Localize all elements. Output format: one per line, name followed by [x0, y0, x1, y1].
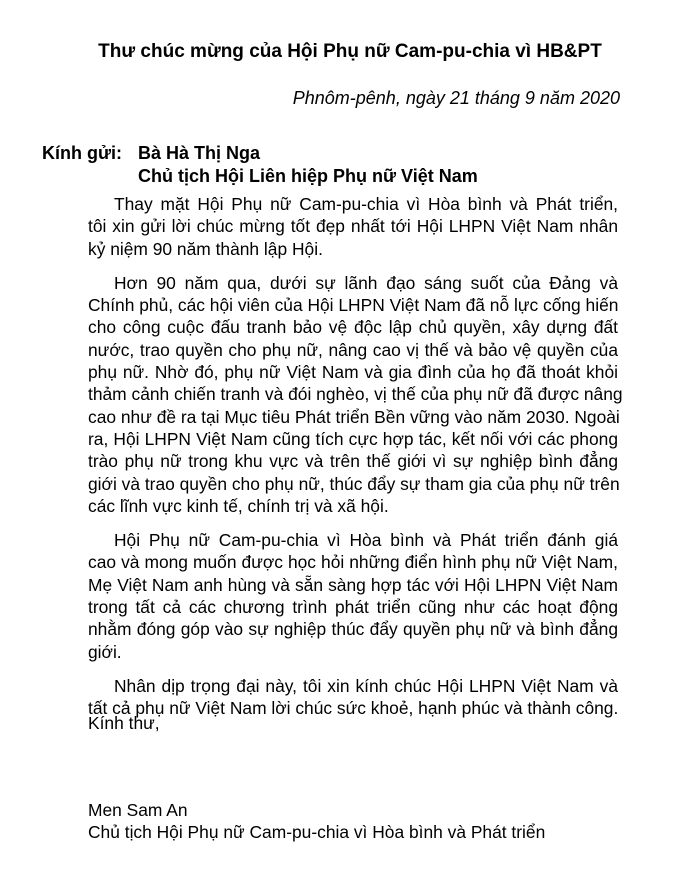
signer-name: Men Sam An [88, 800, 188, 820]
signer-title: Chủ tịch Hội Phụ nữ Cam-pu-chia vì Hòa bình và Phát triển [88, 822, 546, 842]
paragraph-2 [88, 272, 623, 517]
recipient-title: Chủ tịch Hội Liên hiệp Phụ nữ Việt Nam [138, 166, 478, 186]
text-line: Nhân dịp trọng đại này, tôi xin kính chúc Hội LHPN Việt Nam và [114, 675, 618, 696]
text-line: kỷ niệm 90 năm thành lập Hội. [88, 238, 323, 259]
paragraph-3 [88, 529, 618, 663]
text-line: các lĩnh vực kinh tế, chính trị và xã hội. [88, 495, 389, 516]
letter-title: Thư chúc mừng của Hội Phụ nữ Cam-pu-chia vì HB&PT [98, 41, 602, 62]
text-line: trào phụ nữ trong khu vực và trên thế giới vì sự nghiệp bình đẳng [88, 451, 618, 472]
text-line: giới và trao quyền cho phụ nữ, thúc đẩy sự tham gia của phụ nữ trên [88, 473, 620, 494]
text-line: trong tất cả các chương trình phát triển cũng như các hoạt động [88, 597, 618, 618]
text-line: Hơn 90 năm qua, dưới sự lãnh đạo sáng suốt của Đảng và [114, 272, 618, 293]
paragraph-1 [88, 193, 618, 260]
text-line: ra, Hội LHPN Việt Nam cũng tích cực hợp tác, kết nối với các phong [88, 428, 618, 449]
recipient-block [138, 142, 478, 188]
text-line: Chính phủ, các hội viên của Hội LHPN Việt Nam đã nỗ lực cống hiến [88, 295, 619, 316]
text-line: cho công cuộc đấu tranh bảo vệ độc lập chủ quyền, xây dựng đất [88, 317, 618, 338]
closing-salutation: Kính thư, [88, 713, 160, 733]
text-line: nhằm đóng góp vào sự nghiệp thúc đẩy quyền phụ nữ và bình đẳng [88, 619, 618, 640]
text-line: tôi xin gửi lời chúc mừng tốt đẹp nhất tới Hội LHPN Việt Nam nhân [88, 216, 618, 237]
text-line: tất cả phụ nữ Việt Nam lời chúc sức khoẻ, hạnh phúc và thành công. [88, 698, 619, 719]
recipient-name: Bà Hà Thị Nga [138, 143, 261, 163]
text-line: nước, trao quyền cho phụ nữ, nâng cao vị thế và bảo vệ quyền của [88, 339, 618, 360]
recipient-label: Kính gửi: [42, 143, 123, 163]
text-line: thảm cảnh chiến tranh và đói nghèo, vị thế của phụ nữ đã được nâng [88, 384, 623, 405]
text-line: cao và mong muốn được học hỏi những điển hình phụ nữ Việt Nam, [88, 552, 618, 573]
text-line: Hội Phụ nữ Cam-pu-chia vì Hòa bình và Phát triển đánh giá [114, 530, 618, 551]
letter-body [88, 193, 623, 732]
date-line: Phnôm-pênh, ngày 21 tháng 9 năm 2020 [292, 88, 620, 108]
text-line: Thay mặt Hội Phụ nữ Cam-pu-chia vì Hòa bình và Phát triển, [114, 194, 618, 214]
signature-block [88, 799, 545, 843]
text-line: Mẹ Việt Nam anh hùng và sẵn sàng hợp tác với Hội LHPN Việt Nam [88, 574, 618, 595]
text-line: giới. [88, 641, 122, 662]
paragraph-4 [88, 675, 618, 720]
text-line: cao như đề ra tại Mục tiêu Phát triển Bền vững vào năm 2030. Ngoài [88, 406, 620, 427]
text-line: phụ nữ. Nhờ đó, phụ nữ Việt Nam và gia đình của họ đã thoát khỏi [88, 362, 618, 383]
